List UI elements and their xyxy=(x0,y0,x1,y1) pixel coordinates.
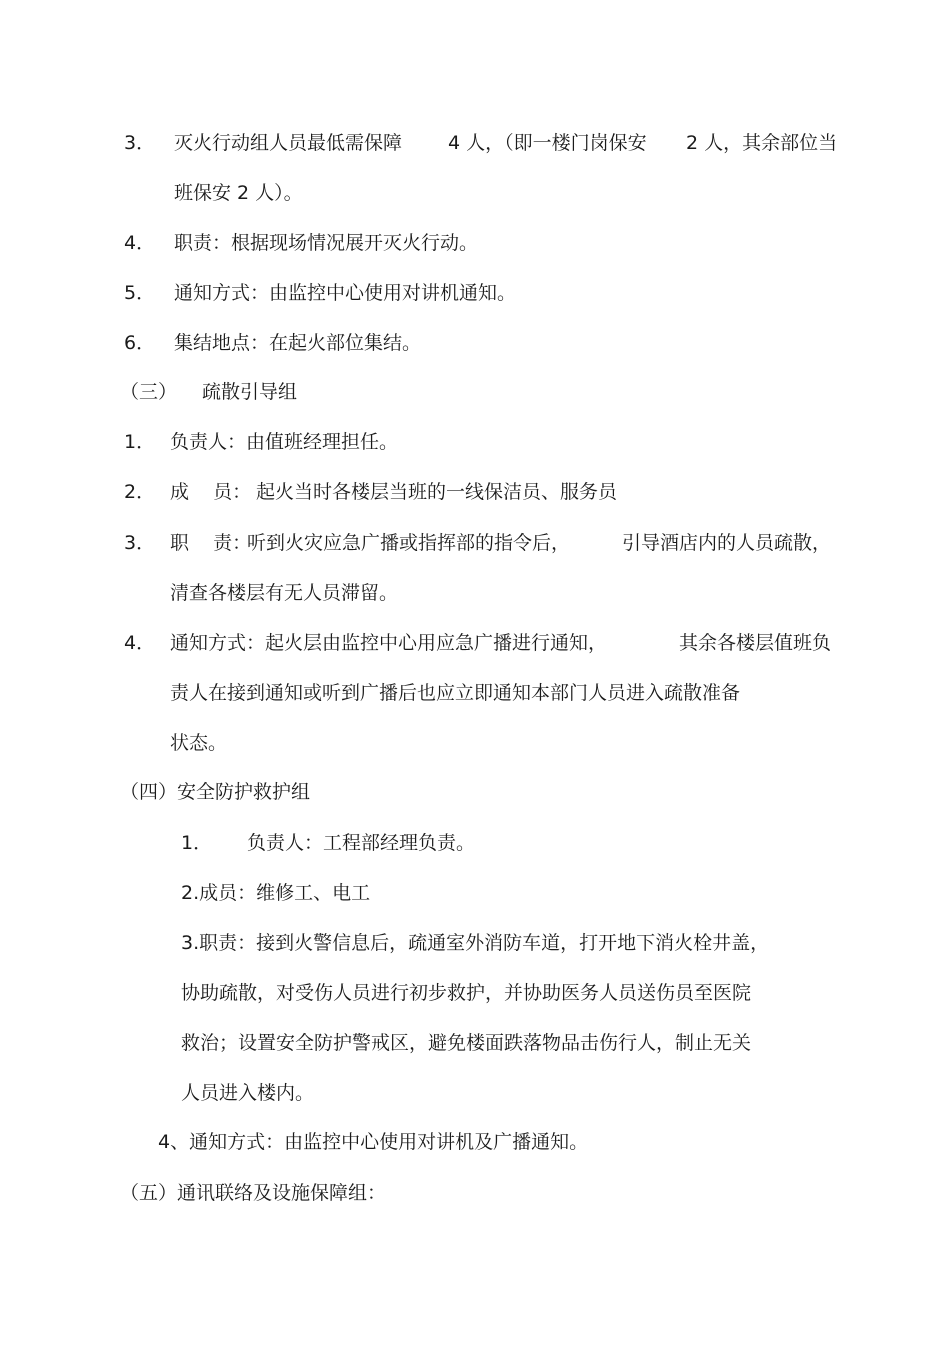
paragraph-line: 通知方式：由监控中心使用对讲机通知。 xyxy=(174,282,517,304)
field-label: 成 员： xyxy=(170,481,252,503)
field-label: 职 责： xyxy=(170,532,252,554)
paragraph-line: 负责人：工程部经理负责。 xyxy=(247,832,476,854)
paragraph-line: 通知方式：起火层由监控中心用应急广播进行通知， xyxy=(170,632,608,654)
paragraph-line: 2 人，其余部位当 xyxy=(686,132,838,154)
paragraph-line: 4、通知方式：由监控中心使用对讲机及广播通知。 xyxy=(158,1131,589,1153)
paragraph-line: 集结地点：在起火部位集结。 xyxy=(174,332,422,354)
paragraph-line: 2.成员：维修工、电工 xyxy=(181,882,371,904)
paragraph-line: 其余各楼层值班负 xyxy=(679,632,832,654)
item-number: 5． xyxy=(124,282,156,304)
paragraph-line: 负责人：由值班经理担任。 xyxy=(170,431,399,453)
item-number: 2． xyxy=(124,481,156,503)
item-number: 6． xyxy=(124,332,156,354)
item-number: 3． xyxy=(124,532,156,554)
paragraph-line: 听到火灾应急广播或指挥部的指令后， xyxy=(247,532,571,554)
item-number: 4． xyxy=(124,232,156,254)
paragraph-line: 起火当时各楼层当班的一线保洁员、服务员 xyxy=(256,481,618,503)
paragraph-line: 责人在接到通知或听到广播后也应立即通知本部门人员进入疏散准备 xyxy=(170,682,741,704)
paragraph-line: 引导酒店内的人员疏散， xyxy=(622,532,832,554)
section-heading: 疏散引导组 xyxy=(202,381,298,403)
item-number: 1． xyxy=(124,431,156,453)
paragraph-line: 灭火行动组人员最低需保障 xyxy=(174,132,403,154)
section-heading: （五）通讯联络及设施保障组： xyxy=(120,1182,387,1204)
paragraph-line: 状态。 xyxy=(170,732,228,754)
paragraph-line: 协助疏散，对受伤人员进行初步救护，并协助医务人员送伤员至医院 xyxy=(181,982,752,1004)
section-heading: （四）安全防护救护组 xyxy=(120,781,311,803)
item-number: 4． xyxy=(124,632,156,654)
paragraph-line: 4 人，（即一楼门岗保安 xyxy=(448,132,647,154)
item-number: 3． xyxy=(124,132,156,154)
paragraph-line: 救治；设置安全防护警戒区，避免楼面跌落物品击伤行人，制止无关 xyxy=(181,1032,752,1054)
paragraph-line: 职责：根据现场情况展开灭火行动。 xyxy=(174,232,479,254)
paragraph-line: 人员进入楼内。 xyxy=(181,1082,315,1104)
paragraph-line: 3.职责：接到火警信息后，疏通室外消防车道，打开地下消火栓井盖， xyxy=(181,932,770,954)
paragraph-line: 清查各楼层有无人员滞留。 xyxy=(170,582,399,604)
section-heading-number: （三） xyxy=(120,381,178,403)
paragraph-line: 班保安 2 人）。 xyxy=(174,182,303,204)
item-number: 1． xyxy=(181,832,213,854)
